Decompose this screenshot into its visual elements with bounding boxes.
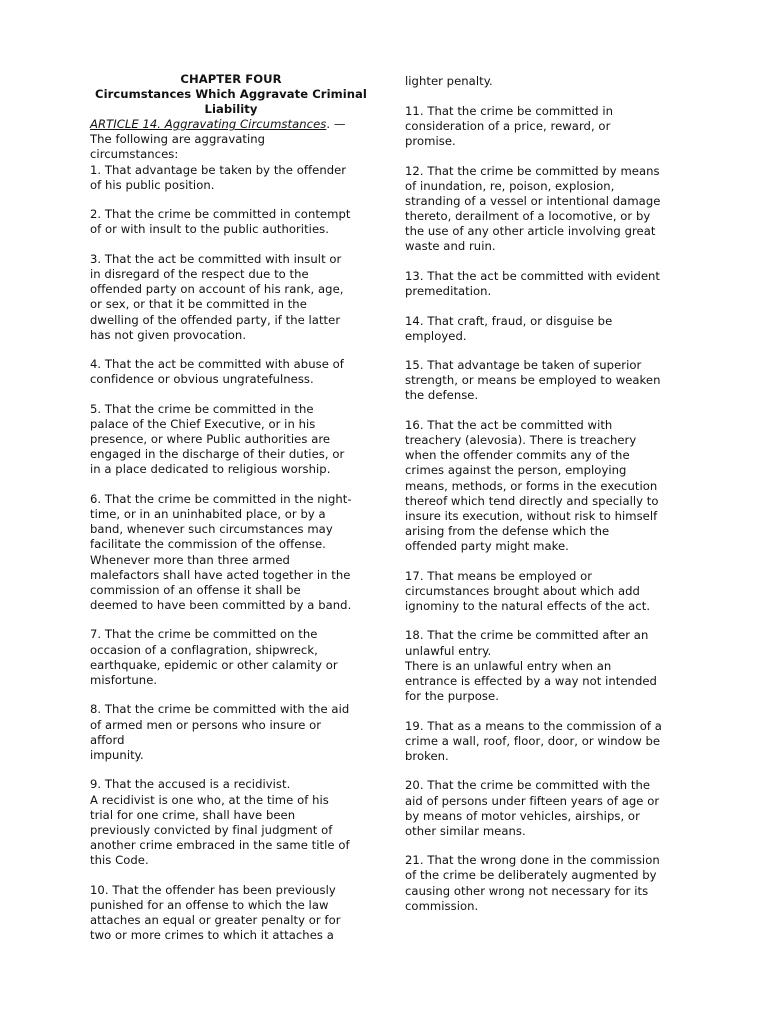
- chapter-title-line-1: Circumstances Which Aggravate Criminal: [95, 87, 367, 102]
- paragraph: 21. That the wrong done in the commission of the crime be deliberately augmented by causing other wrong not necessary for its commission.: [405, 853, 660, 913]
- right-paragraph-list: [405, 74, 687, 914]
- left-column: [90, 72, 372, 958]
- paragraph: 1. That advantage be taken by the offender of his public position.: [90, 162, 347, 192]
- paragraph: 13. That the act be committed with evident premeditation.: [405, 268, 661, 298]
- paragraph: 20. That the crime be committed with the aid of persons under fifteen years of age or by means of motor vehicles, airships, or other similar means.: [405, 778, 660, 838]
- left-paragraph-list: [90, 163, 372, 943]
- paragraph: 6. That the crime be committed in the night- time, or in an uninhabited place, or by a band, whenever such circumstances may facilitate the commission of the offense. Whenever more than three armed malefactors shall have acted together in the commission of an offense it shall be deemed to have been committed by a band.: [90, 492, 352, 612]
- article-title: ARTICLE 14. Aggravating Circumstances: [90, 117, 327, 132]
- paragraph: 15. That advantage be taken of superior strength, or means be employed to weaken the defense.: [405, 358, 661, 403]
- chapter-number: CHAPTER FOUR: [180, 72, 282, 86]
- article-heading: [90, 117, 372, 162]
- paragraph: 7. That the crime be committed on the occasion of a conflagration, shipwreck, earthquake, epidemic or other calamity or misfortune.: [90, 627, 338, 687]
- paragraph: 2. That the crime be committed in contempt of or with insult to the public authorities.: [90, 207, 351, 237]
- paragraph: 5. That the crime be committed in the palace of the Chief Executive, or in his presence, or where Public authorities are engaged in the discharge of their duties, or in a place dedicated to religious worship.: [90, 402, 345, 477]
- paragraph: 9. That the accused is a recidivist. A recidivist is one who, at the time of his trial for one crime, shall have been previously convicted by final judgment of another crime embraced in the same title of this Code.: [90, 777, 350, 867]
- article-intro: . — The following are aggravating circumstances:: [90, 117, 346, 162]
- paragraph: 3. That the act be committed with insult or in disregard of the respect due to the offended party on account of his rank, age, or sex, or that it be committed in the dwelling of the offended party, if the latter has not given provocation.: [90, 252, 344, 342]
- chapter-title-line-2: Liability: [204, 102, 258, 117]
- paragraph: 4. That the act be committed with abuse of confidence or obvious ungratefulness.: [90, 357, 344, 387]
- paragraph: 12. That the crime be committed by means of inundation, re, poison, explosion, stranding of a vessel or intentional damage thereto, derailment of a locomotive, or by the use of any other article involving great waste and ruin.: [405, 163, 661, 254]
- chapter-heading: [90, 72, 372, 117]
- paragraph: 19. That as a means to the commission of a crime a wall, roof, floor, door, or window be broken.: [405, 718, 662, 763]
- paragraph: lighter penalty.: [405, 74, 493, 88]
- right-column: [405, 74, 687, 928]
- paragraph: 14. That craft, fraud, or disguise be employed.: [405, 313, 613, 343]
- paragraph: 16. That the act be committed with treachery (alevosia). There is treachery when the offender commits any of the crimes against the person, employing means, methods, or forms in the execution thereof which tend directly and specially to insure its execution, without risk to himself arising from the defense which the offended party might make.: [405, 418, 659, 553]
- paragraph: 11. That the crime be committed in consideration of a price, reward, or promise.: [405, 103, 614, 148]
- paragraph: 8. That the crime be committed with the aid of armed men or persons who insure or afford impunity.: [90, 702, 350, 762]
- paragraph: 18. That the crime be committed after an unlawful entry. There is an unlawful entry when an entrance is effected by a way not intended for the purpose.: [405, 628, 657, 703]
- paragraph: 17. That means be employed or circumstances brought about which add ignominy to the natural effects of the act.: [405, 568, 651, 613]
- paragraph: 10. That the offender has been previously punished for an offense to which the law attaches an equal or greater penalty or for two or more crimes to which it attaches a: [90, 882, 341, 942]
